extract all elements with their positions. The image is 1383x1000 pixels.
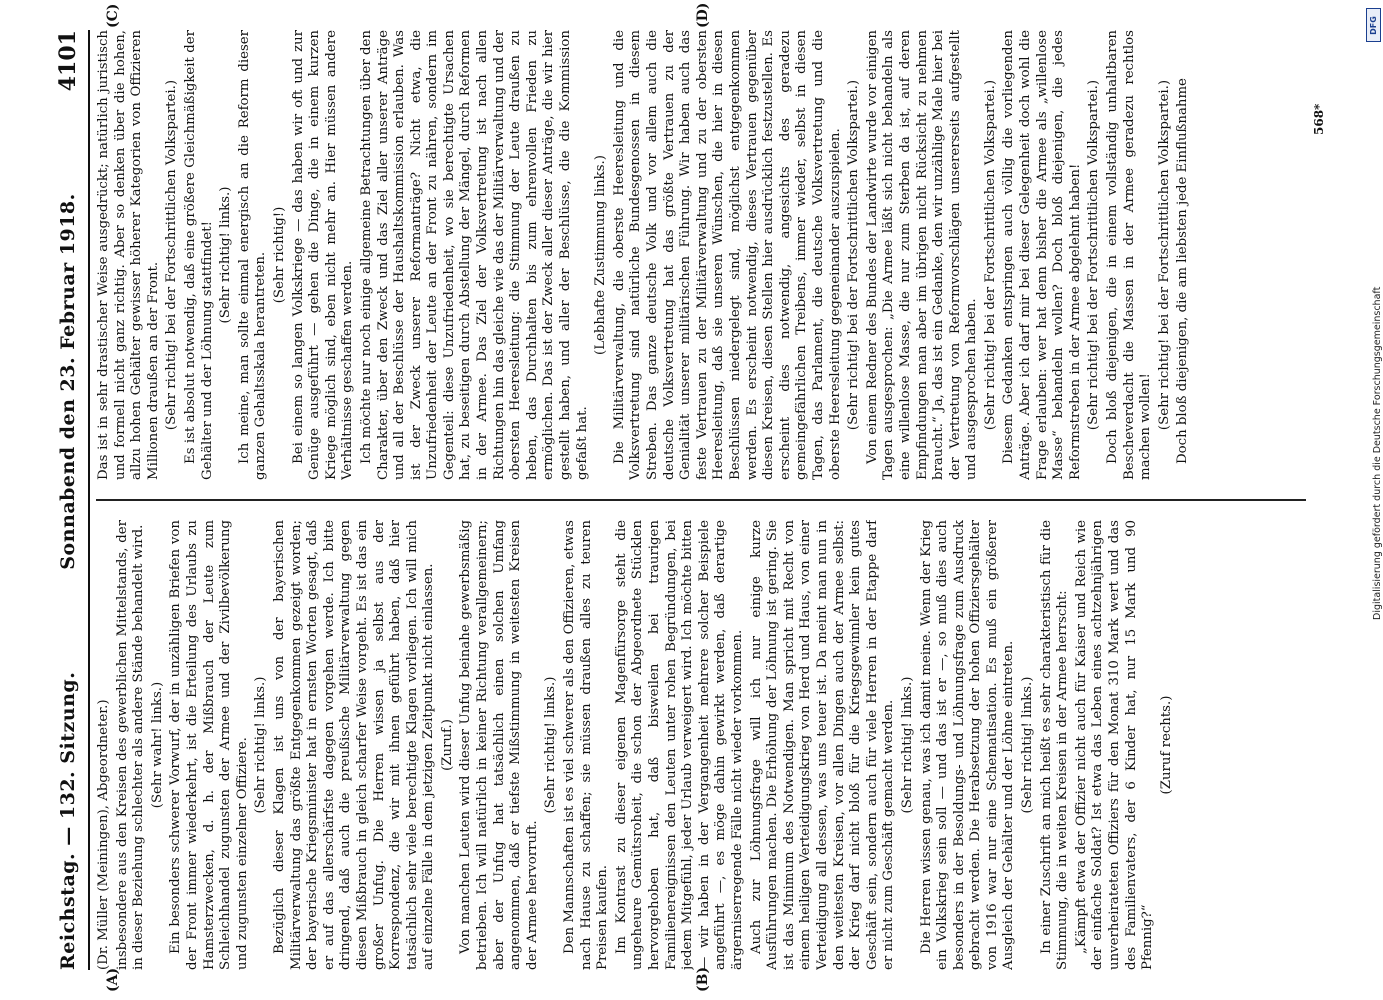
page-header (48, 30, 90, 970)
paragraph: Ein besonders schwerer Vorwurf, der in unzähligen Briefen von der Front immer wiederkehrt, ist die Erteilung des Urlaubs zu Hamsterzwecken, d. h. der Mißbrauch der Leute zum Schleichhandel zugunsten der Armee und der Zivilbevölkerung und zugunsten einzelner Offiziere. (168, 520, 250, 970)
paragraph: In einer Zuschrift an mich heißt es sehr charakteristisch für die Stimmung, die in weiten Kreisen in der Armee herrscht: (1038, 520, 1071, 970)
header-date: Sonnabend den 23. Februar 1918. (57, 193, 79, 570)
paragraph: Bezüglich dieser Klagen ist uns von der bayerischen Militärverwaltung das größte Entgegenkommen gezeigt worden; der bayerische Kriegsminister hat in ernsten Worten gesagt, daß er auf das allerschärfste dagegen vorgehen werde. Ich bitte dringend, daß auch die preußische Militärverwaltung gegen diesen Mißbrauch in gleich scharfer Weise vorgeht. Es ist das ein großer Unfug. Die Herren wissen ja selbst aus der Korrespondenz, die wir mit ihnen geführt haben, daß hier tatsächlich sehr viele berechtigte Klagen vorliegen. Ich will mich auf einzelne Fälle in dem jetzigen Zeitpunkt nicht einlassen. (271, 520, 437, 970)
margin-mark-a: (A) (105, 967, 121, 992)
digitization-note-text: Digitalisierung gefördert durch die Deutsche Forschungsgemeinschaft (1372, 286, 1383, 620)
paragraph: Bei einem so langen Volkskriege — das haben wir oft und zur Genüge ausgeführt — gehen die Dinge, die in einem kurzen Kriege möglich sind, eben nicht mehr an. Hier müssen andere Verhältnisse geschaffen werden. (290, 30, 356, 480)
dfg-logo (1366, 8, 1381, 42)
quotation: „Kämpft etwa der Offizier nicht auch für Kaiser und Reich wie der einfache Soldat? Ist etwa das Leben eines achtzehnjährigen unverheirateten Offiziers für den Monat 310 Mark wert und das des Familienvaters, der 6 Kinder hat, nur 15 Mark und 90 Pfennig?“ (1073, 520, 1156, 970)
header-session: Reichstag. — 132. Sitzung. (57, 671, 79, 970)
left-text-column (96, 520, 1306, 970)
interjection: (Sehr richtig! links.) (1020, 676, 1036, 814)
signature-mark: 568* (1312, 103, 1326, 135)
paragraph: Im Kontrast zu dieser eigenen Magenfürsorge steht die ungeheure Gemütsroheit, die schon der Abgeordnete Stücklen hervorgehoben hat, daß bisweilen bei traurigen Familienereignissen den Leuten unter rohen Begründungen, bei jedem Mitgefühl, jeder Urlaub verweigert wird. Ich möchte bitten — wir haben in der Vergangenheit mehrere solcher Beispiele angeführt —, es möge dahin gewirkt werden, daß derartige ärgerniserregende Fälle nicht wieder vorkommen. (613, 520, 745, 970)
paragraph: (Dr. Müller (Meiningen), Abgeordneter.) (96, 699, 111, 970)
paragraph: Es ist absolut notwendig, daß eine größere Gleichmäßigkeit der Gehälter und der Löhnung stattfindet! (182, 30, 215, 480)
interjection: (Sehr richtig! links.) (253, 676, 269, 814)
paragraph: Doch bloß diejenigen, die in einem vollständig unhaltbaren Bescheverdacht die Massen in der Armee geradezu rechtlos machen wollen! (1105, 30, 1154, 480)
dfg-logo-text: DFG (1369, 15, 1379, 35)
paragraph: insbesondere aus den Kreisen des gewerblichen Mittelstands, der in dieser Beziehung schlechter als andere Stände behandelt wird. (114, 520, 147, 970)
margin-mark-d: (D) (695, 2, 711, 28)
paragraph: Ich meine, man sollte einmal energisch an die Reform dieser ganzen Gehaltsskala herantreten. (236, 30, 269, 480)
paragraph: Auch zur Löhnungsfrage will ich nur einige kurze Ausführungen machen. Die Erhöhung der Löhnung ist gering. Sie ist das Minimum des Notwendigen. Man spricht mit Recht von einem heiligen Verteidigungskrieg von Herd und Haus, von einer Verteidigung all dessen, was uns teuer ist. Da meint man nun in den weitesten Kreisen, vor allen Dingen auch der Armee selbst: der Krieg darf nicht bloß für die Kriegsgewinnler kein gutes Geschäft sein, sondern auch für viele Herren in der Etappe darf er nicht zum Geschäft gemacht werden. (748, 520, 897, 970)
paragraph: Diesem Gedanken entspringen auch völlig die vorliegenden Anträge. Aber ich darf mir bei dieser Gelegenheit doch wohl die Frage erlauben: wer hat denn bisher die Armee als „willenlose Masse“ behandeln wollen? Doch bloß diejenigen, die jedes Reformstreben in der Armee abgelehnt haben! (1001, 30, 1083, 480)
interjection: (Sehr richtig! links.) (218, 186, 234, 324)
page-number: 4101 (55, 30, 81, 92)
interjection: (Sehr richtig! bei der Fortschrittlichen Volkspartei.) (982, 79, 998, 431)
interjection: (Sehr richtig! links.) (543, 676, 559, 814)
interjection: (Zuruf rechts.) (1158, 695, 1174, 795)
interjection: (Sehr richtig! bei der Fortschrittlichen Volkspartei.) (164, 79, 180, 431)
interjection: (Zuruf.) (439, 719, 455, 771)
paragraph: Von einem Redner des Bundes der Landwirte wurde vor einigen Tagen ausgesprochen: „Die Armee läßt sich nicht behandeln als eine willenlose Masse, die nur zum Sterben da ist, auf deren Empfindungen man aber im übrigen nicht Rücksicht zu nehmen braucht.“ Ja, das ist ein Gedanke, den wir unzählige Male hier bei der Vertretung von Reformvorschlägen unsererseits aufgestellt und ausgesprochen haben. (864, 30, 980, 480)
column-divider (96, 500, 1306, 502)
paragraph: Ich möchte nur noch einige allgemeine Betrachtungen über den Charakter, über den Zweck und das Ziel aller unserer Anträge und all der Beschlüsse der Haushaltskommission erlauben. Was ist der Zweck unserer Reformanträge? Nicht etwa, die Unzufriedenheit der Leute an der Front zu nähren, sondern im Gegenteil: diese Unzufriedenheit, wo sie berechtigte Ursachen hat, zu beseitigen durch Abstellung der Mängel, durch Reformen in der Armee. Das Ziel der Volksvertretung ist nach allen Richtungen hin das gleiche wie das der Militärverwaltung und der obersten Heeresleitung: die Stimmung der Leute draußen zu heben, das Durchhalten bis zum ehrenvollen Frieden zu ermöglichen. Das ist der Zweck aller dieser Anträge, die wir hier gestellt haben, und aller der Beschlüsse, die die Kommission gefaßt hat. (358, 30, 590, 480)
margin-mark-c: (C) (105, 3, 121, 28)
paragraph: Die Herren wissen genau, was ich damit meine. Wenn der Krieg ein Volkskrieg sein soll — und das ist er —, so muß dies auch besonders in der Besoldungs- und Löhnungsfrage zum Ausdruck gebracht werden. Die Herabsetzung der hohen Offiziersgehälter von 1916 war nur eine Schematisation. Es muß ein größerer Ausgleich der Gehälter und der Löhne eintreten. (918, 520, 1017, 970)
interjection: (Sehr richtig! links.) (899, 676, 915, 814)
paragraph: Die Militärverwaltung, die oberste Heeresleitung und die Volksvertretung sind natürliche Bundesgenossen in diesem Streben. Das ganze deutsche Volk und vor allem auch die deutsche Volksvertretung hat das größte Vertrauen zu der Genialität unserer militärischen Führung. Wir haben auch das feste Vertrauen zu der Militärverwaltung und zu der obersten Heeresleitung, daß sie unseren Wünschen, die hier in diesen Beschlüssen niedergelegt sind, möglichst entgegenkommen werden. Es erscheint notwendig, dieses Vertrauen gegenüber diesen Kreisen, diesen Stellen hier ausdrücklich festzustellen. Es erscheint dies notwendig, angesichts des geradezu gemeingefährlichen Treibens, immer wieder, selbst in diesen Tagen, das Parlament, die deutsche Volksvertretung und die oberste Heeresleitung gegeneinander auszuspielen. (611, 30, 843, 480)
interjection: (Sehr wahr! links.) (149, 681, 165, 809)
interjection: (Sehr richtig! bei der Fortschrittlichen Volkspartei.) (1086, 79, 1102, 431)
interjection: (Sehr richtig! bei der Fortschrittlichen Volkspartei.) (1156, 79, 1172, 431)
paragraph: Das ist in sehr drastischer Weise ausgedrückt; natürlich juristisch und formell nicht ganz richtig. Aber so denken über die hohen, allzu hohen Gehälter gewisser höherer Kategorien von Offizieren Millionen draußen an der Front. (96, 30, 161, 480)
paragraph: Von manchen Leuten wird dieser Unfug beinahe gewerbsmäßig betrieben. Ich will natürlich in keiner Richtung verallgemeinern; aber der Unfug hat tatsächlich einen solchen Umfang angenommen, daß er tiefste Mißstimmung in weitesten Kreisen der Armee hervorruft. (458, 520, 540, 970)
interjection: (Sehr richtig! bei der Fortschrittlichen Volkspartei.) (846, 79, 862, 431)
interjection: (Lebhafte Zustimmung links.) (593, 155, 609, 355)
right-text-column (96, 30, 1306, 480)
interjection: (Sehr richtig!) (271, 206, 287, 304)
paragraph: Den Mannschaften ist es viel schwerer als den Offizieren, etwas nach Hause zu schaffen; sie müssen draußen alles zu teuren Preisen kaufen. (562, 520, 611, 970)
paragraph: Doch bloß diejenigen, die am liebsten jede Einflußnahme (1175, 78, 1191, 464)
margin-mark-b: (B) (695, 966, 711, 992)
